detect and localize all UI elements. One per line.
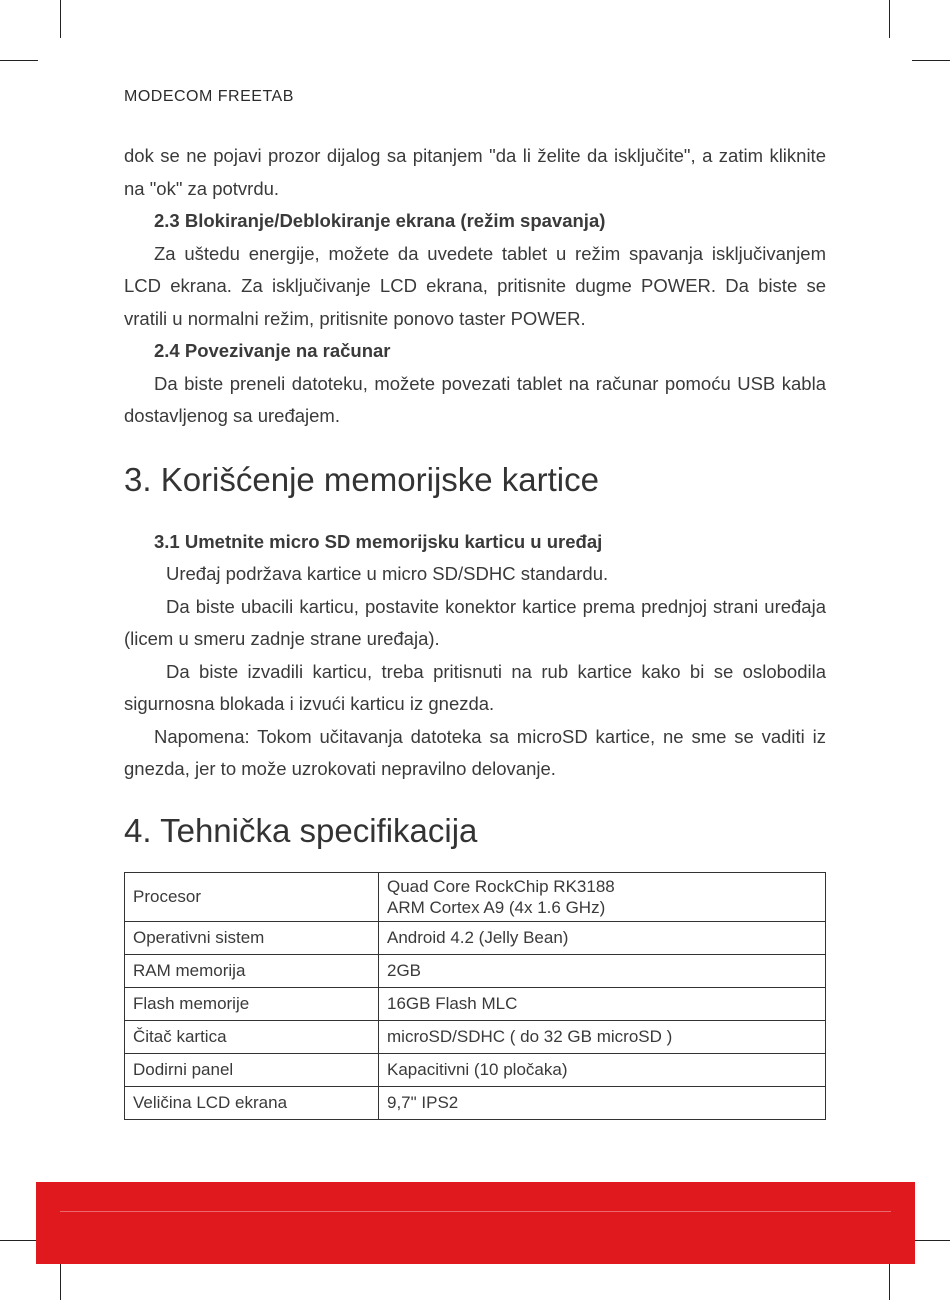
table-row [125,954,826,987]
table-cell-value: 9,7" IPS2 [379,1086,826,1119]
table-row [125,921,826,954]
paragraph: Da biste preneli datoteku, možete povezati tablet na računar pomoću USB kabla dostavljenog sa uređajem. [124,372,826,426]
footer-bar-line [60,1211,891,1212]
table-cell-value: 16GB Flash MLC [379,987,826,1020]
table-cell-label: Dodirni panel [125,1053,379,1086]
section-title: 4. Tehnička specifikacija [124,811,478,849]
paragraph: Za uštedu energije, možete da uvedete tablet u režim spavanja isključivanjem LCD ekrana. Za isključivanje LCD ekrana, pritisnite dugme POWER. Da biste se vratili u normalni režim, pritisnite ponovo taster POWER. [124,242,826,329]
subsection-heading: 3.1 Umetnite micro SD memorijsku karticu u uređaj [154,530,603,552]
crop-mark [0,60,38,61]
table-cell-label: Procesor [125,872,379,921]
paragraph: Uređaj podržava kartice u micro SD/SDHC standardu. [166,563,609,584]
crop-mark [60,1262,61,1300]
table-cell-label: Flash memorije [125,987,379,1020]
table-cell-label: Veličina LCD ekrana [125,1086,379,1119]
crop-mark [912,60,950,61]
paragraph: Da biste ubacili karticu, postavite konektor kartice prema prednjoj strani uređaja (licem u smeru zadnje strane uređaja). [124,595,826,649]
spec-table [124,872,826,1120]
table-row [125,987,826,1020]
table-row [125,1053,826,1086]
table-cell-label: RAM memorija [125,954,379,987]
crop-mark [889,1262,890,1300]
table-row [125,1020,826,1053]
table-row [125,1086,826,1119]
cell-line: ARM Cortex A9 (4x 1.6 GHz) [387,897,606,917]
paragraph: Da biste izvadili karticu, treba pritisnuti na rub kartice kako bi se oslobodila sigurnosna blokada i izvući karticu iz gnezda. [124,660,826,714]
crop-mark [0,1240,38,1241]
section-title: 3. Korišćenje memorijske kartice [124,460,599,498]
page-content [124,140,826,1120]
table-cell-value: microSD/SDHC ( do 32 GB microSD ) [379,1020,826,1053]
table-cell-label: Čitač kartica [125,1020,379,1053]
crop-mark [889,0,890,38]
crop-mark [60,0,61,38]
table-cell-value: 2GB [379,954,826,987]
subsection-heading: 2.4 Povezivanje na računar [154,340,391,361]
cell-line: Quad Core RockChip RK3188 [387,876,615,896]
table-cell-value [379,872,826,921]
footer-bar [36,1182,915,1264]
paragraph: Napomena: Tokom učitavanja datoteka sa microSD kartice, ne sme se vaditi iz gnezda, jer to može uzrokovati nepravilno delovanje. [124,725,826,779]
table-cell-value: Android 4.2 (Jelly Bean) [379,921,826,954]
page-header: MODECOM FREETAB [124,88,294,105]
crop-mark [912,1240,950,1241]
table-cell-value: Kapacitivni (10 pločaka) [379,1053,826,1086]
paragraph: dok se ne pojavi prozor dijalog sa pitanjem "da li želite da isključite", a zatim kliknite na "ok" za potvrdu. [124,145,826,199]
subsection-heading: 2.3 Blokiranje/Deblokiranje ekrana (režim spavanja) [154,210,606,231]
table-cell-label: Operativni sistem [125,921,379,954]
table-row [125,872,826,921]
